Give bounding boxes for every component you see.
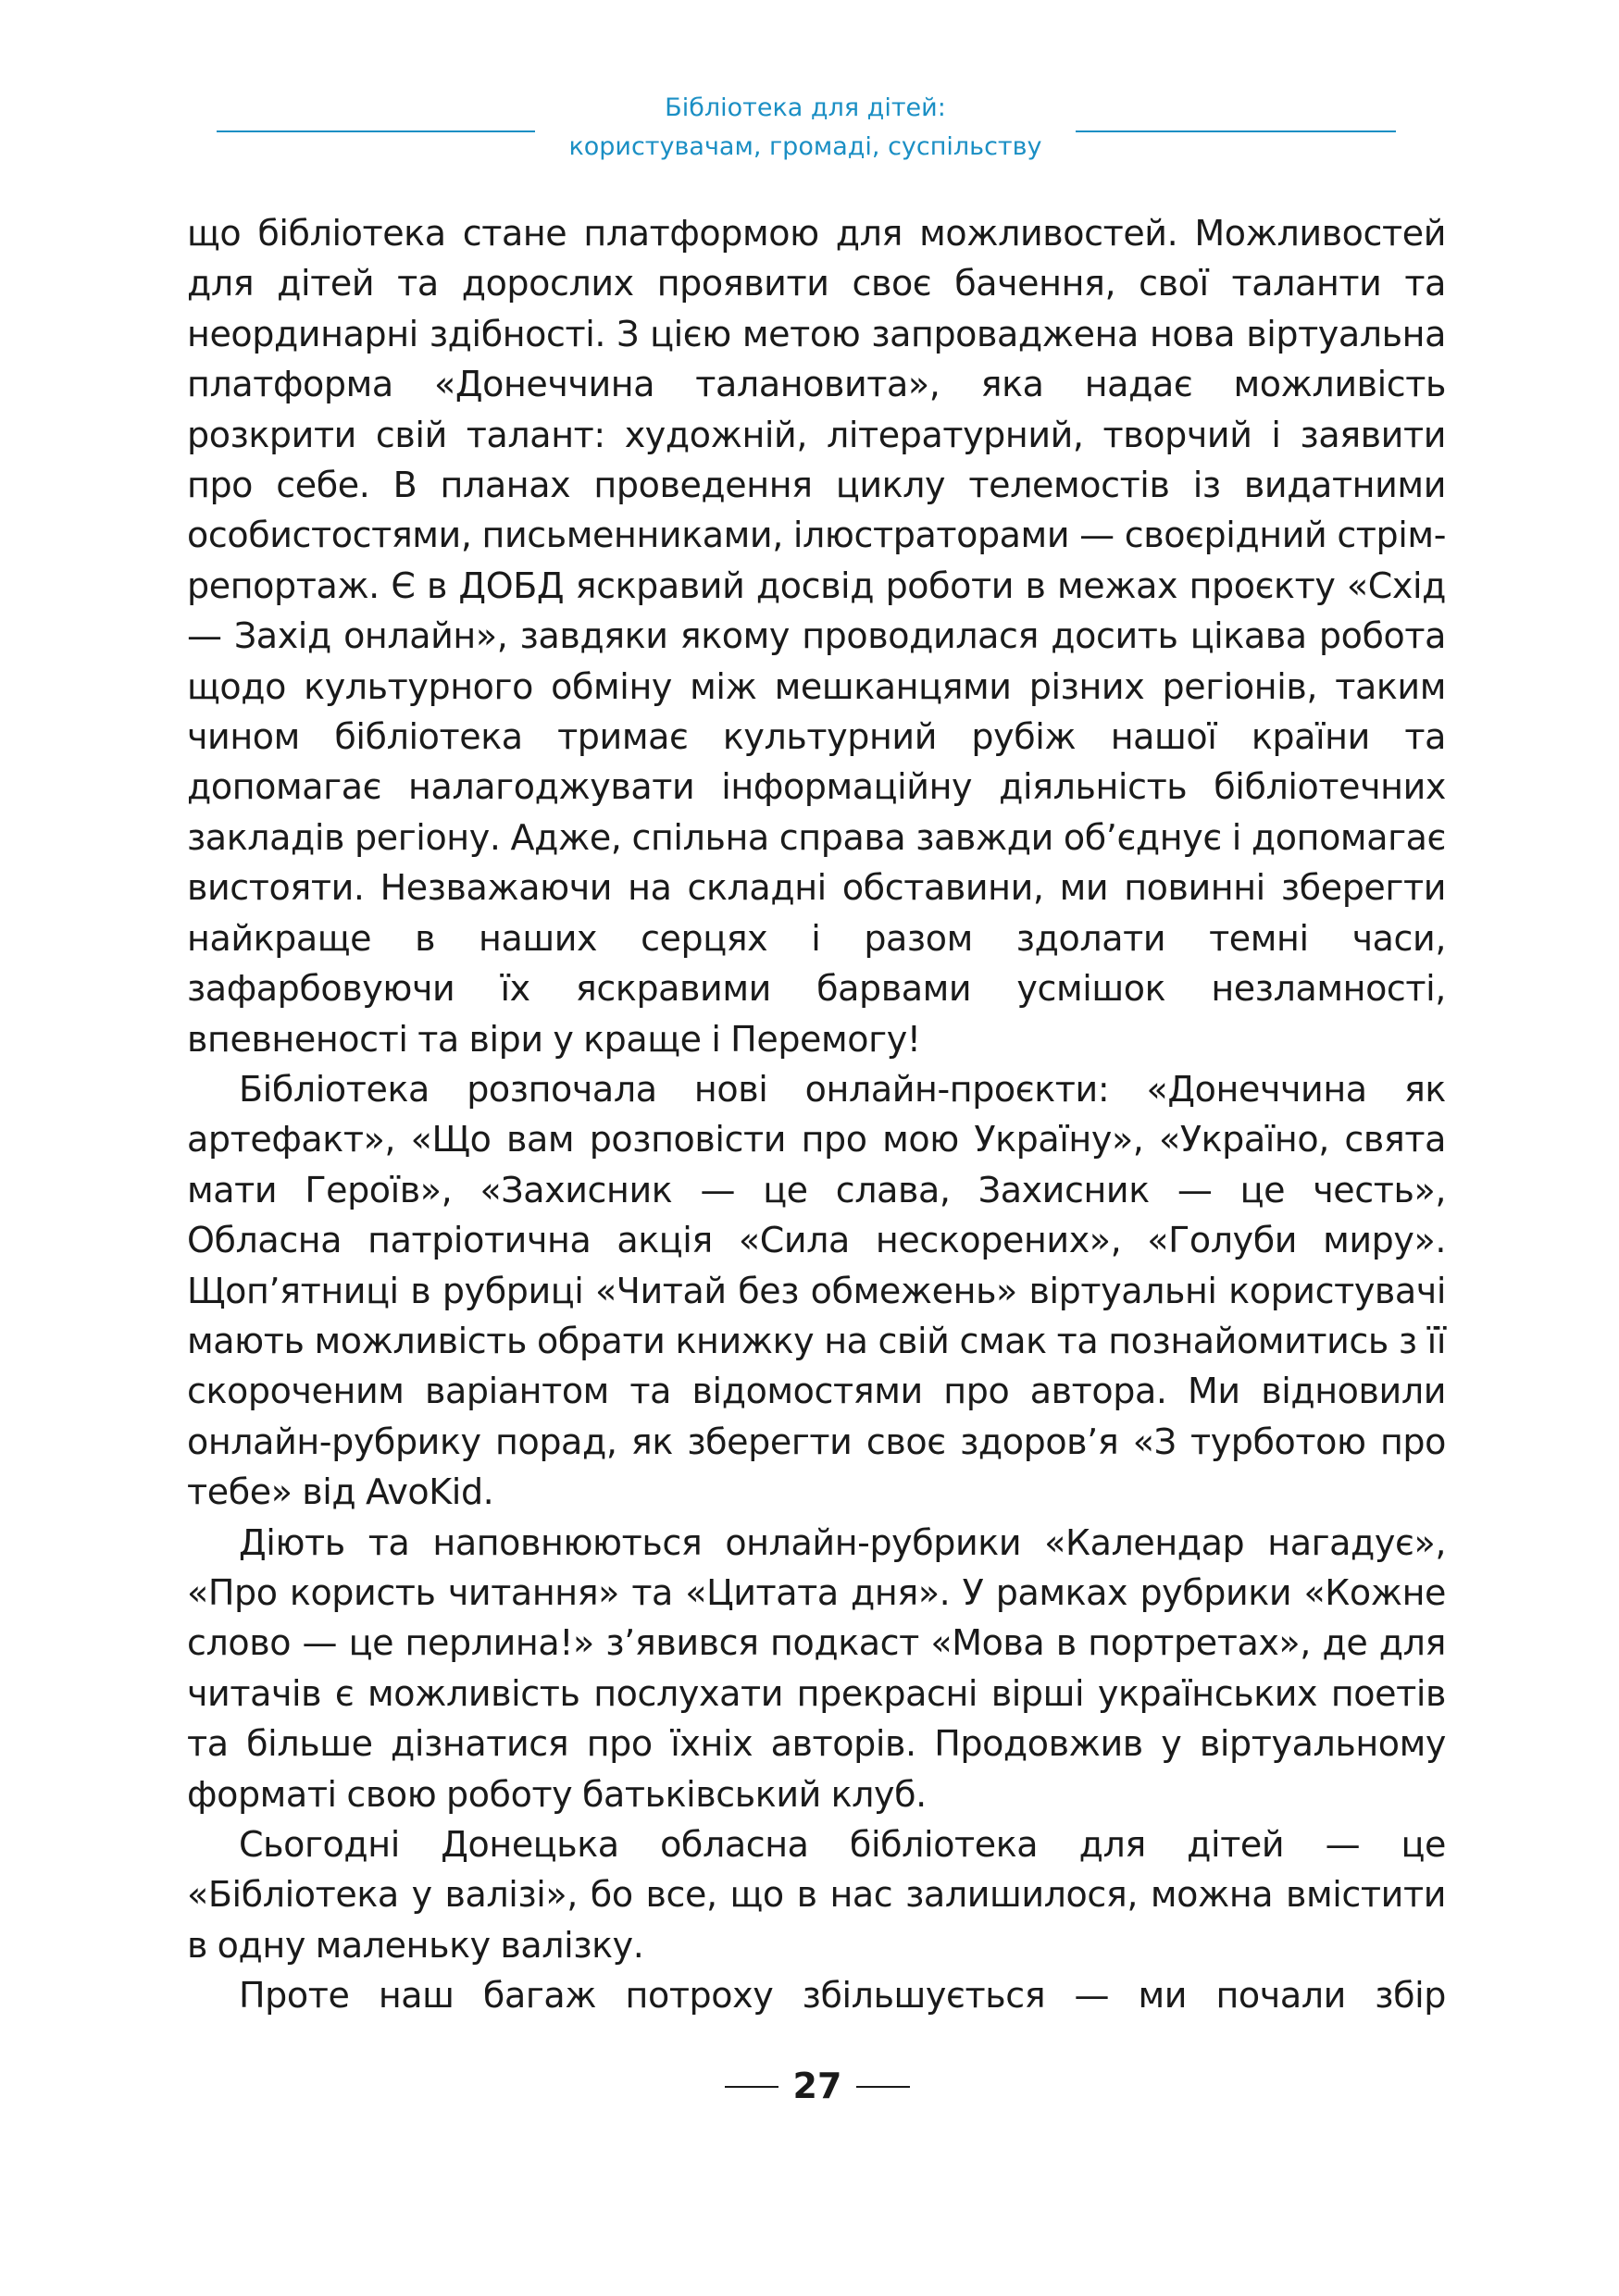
footer-rule-left [725, 2086, 778, 2088]
header-title-line-2: користувачам, громаді, суспільству [568, 132, 1042, 161]
paragraph-continues: Проте наш багаж потроху збільшується — ми почали збір [239, 1975, 1446, 2017]
page-footer [0, 2066, 1619, 2106]
header-title [535, 89, 1076, 167]
running-header [0, 89, 1619, 172]
paragraph-continuation: що бібліотека стане платформою для можливостей. Можливостей для дітей та дорослих проявити своє бачення, свої таланти та неординарні здібності. З цією метою запроваджена нова віртуальна платформа «Донеччина талановита», яка надає можливість розкрити свій талант: художній, літературний, творчий і заявити про себе. В планах проведення циклу телемостів із видатними особистостями, письменниками, ілюстраторами — своєрідний стрім-репортаж. Є в ДОБД яскравий досвід роботи в межах проєкту «Схід — Захід онлайн», завдяки якому проводилася досить цікава робота щодо культурного обміну між мешканцями різних регіонів, таким чином бібліотека тримає культурний рубіж нашої країни та допомагає налагоджувати інформаційну діяльність бібліотечних закладів регіону. Адже, спільна справа завжди об’єднує і допомагає вистояти. Незважаючи на складні обставини, ми повинні зберегти найкраще в наших серцях і разом здолати темні часи, зафарбовуючи їх яскравими барвами усмішок незламності, впевненості та віри у краще і Перемогу! [187, 213, 1446, 1060]
paragraph-library-in-suitcase: Сьогодні Донецька обласна бібліотека для дітей — це «Бібліотека у валізі», бо все, що в нас залишилося, можна вмістити в одну маленьку валізку. [187, 1824, 1446, 1966]
header-rule-left [217, 130, 535, 132]
paragraph-online-rubrics: Діють та наповнюються онлайн-рубрики «Календар нагадує», «Про користь читання» та «Цитата дня». У рамках рубрики «Кожне слово — це перлина!» з’явився подкаст «Мова в портретах», де для читачів є можливість послухати прекрасні вірші українських поетів та більше дізнатися про їхніх авторів. Продовжив у віртуальному форматі свою роботу батьківський клуб. [187, 1521, 1446, 1815]
header-title-line-1: Бібліотека для дітей: [665, 93, 946, 122]
paragraph-online-projects: Бібліотека розпочала нові онлайн-проєкти: «Донеччина як артефакт», «Що вам розповісти про мою Україну», «Україно, свята мати Героїв», «Захисник — це слава, Захисник — це честь», Обласна патріотична акція «Сила нескорених», «Голуби миру». Щоп’ятниці в рубриці «Читай без обмежень» віртуальні користувачі мають можливість обрати книжку на свій смак та познайомитись з її скороченим варіантом та відомостями про автора. Ми відновили онлайн-рубрику порад, як зберегти своє здоров’я «З турботою про тебе» від AvoKid. [187, 1068, 1446, 1513]
body-text [187, 208, 1446, 2021]
header-rule-right [1076, 130, 1396, 132]
page-number: 27 [792, 2066, 842, 2106]
footer-rule-right [856, 2086, 910, 2088]
